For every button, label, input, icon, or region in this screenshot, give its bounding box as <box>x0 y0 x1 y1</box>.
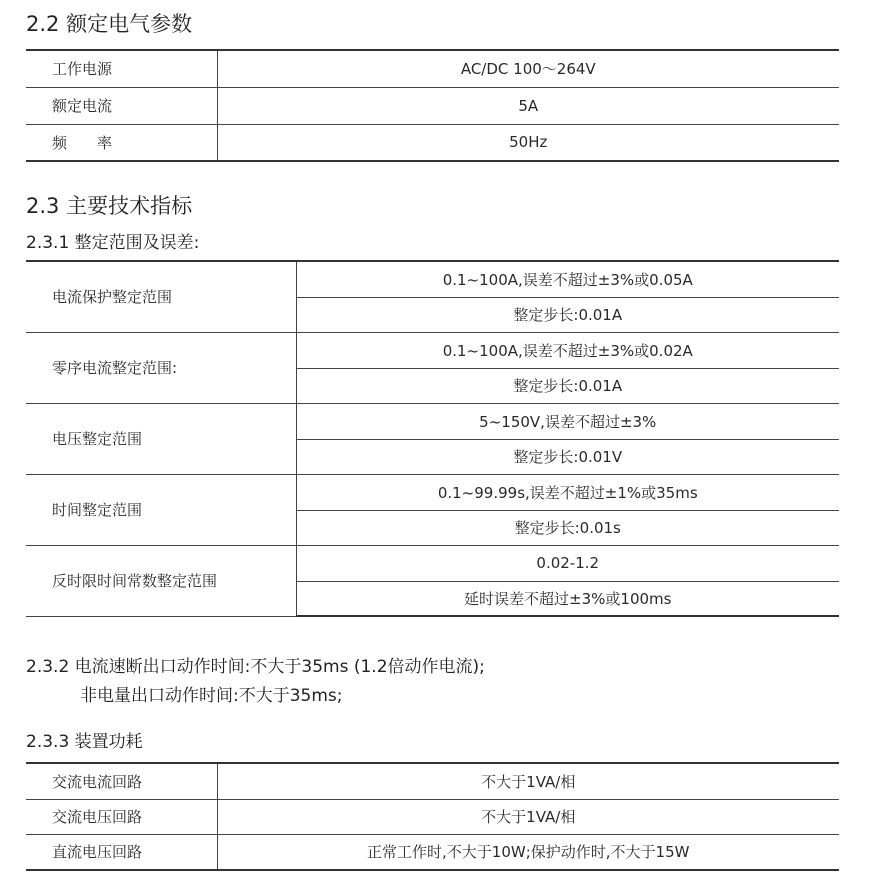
circuit-value: 不大于1VA/相 <box>217 763 839 799</box>
power-consumption-table <box>26 762 839 871</box>
section-2-3-3-title: 2.3.3 装置功耗 <box>26 732 143 752</box>
range-spec: 5~150V,误差不超过±3% <box>296 403 839 439</box>
table-row <box>26 545 839 581</box>
table-row <box>26 87 839 124</box>
range-spec: 0.1~99.99s,误差不超过±1%或35ms <box>296 474 839 510</box>
circuit-label: 直流电压回路 <box>26 834 217 870</box>
range-step: 延时误差不超过±3%或100ms <box>296 581 839 616</box>
table-row <box>26 763 839 799</box>
range-spec: 0.1~100A,误差不超过±3%或0.02A <box>296 332 839 368</box>
range-label: 电流保护整定范围 <box>26 261 296 332</box>
table-row <box>26 474 839 510</box>
param-value: 5A <box>217 87 839 124</box>
param-value: 50Hz <box>217 124 839 161</box>
range-label: 时间整定范围 <box>26 474 296 545</box>
circuit-value: 不大于1VA/相 <box>217 799 839 834</box>
section-2-3-1-title: 2.3.1 整定范围及误差: <box>26 233 200 253</box>
range-spec: 0.1~100A,误差不超过±3%或0.05A <box>296 261 839 297</box>
range-label: 反时限时间常数整定范围 <box>26 545 296 616</box>
table-row <box>26 261 839 297</box>
table-row <box>26 332 839 368</box>
range-step: 整定步长:0.01V <box>296 439 839 474</box>
range-step: 整定步长:0.01s <box>296 510 839 545</box>
section-2-3-2-line1: 2.3.2 电流速断出口动作时间:不大于35ms (1.2倍动作电流); <box>26 657 485 677</box>
section-2-2-title: 2.2 额定电气参数 <box>26 12 193 36</box>
table-row <box>26 403 839 439</box>
param-label: 频 率 <box>26 124 217 161</box>
table-row <box>26 124 839 161</box>
range-step: 整定步长:0.01A <box>296 297 839 332</box>
circuit-value: 正常工作时,不大于10W;保护动作时,不大于15W <box>217 834 839 870</box>
setting-range-table <box>26 260 839 617</box>
circuit-label: 交流电流回路 <box>26 763 217 799</box>
range-spec: 0.02-1.2 <box>296 545 839 581</box>
param-value: AC/DC 100～264V <box>217 50 839 87</box>
param-label: 工作电源 <box>26 50 217 87</box>
circuit-label: 交流电压回路 <box>26 799 217 834</box>
range-label: 电压整定范围 <box>26 403 296 474</box>
range-label: 零序电流整定范围: <box>26 332 296 403</box>
table-row <box>26 799 839 834</box>
rated-params-table <box>26 49 839 162</box>
range-step: 整定步长:0.01A <box>296 368 839 403</box>
param-label: 额定电流 <box>26 87 217 124</box>
table-row <box>26 834 839 870</box>
section-2-3-title: 2.3 主要技术指标 <box>26 194 193 218</box>
section-2-3-2-line2: 非电量出口动作时间:不大于35ms; <box>80 686 343 706</box>
table-row <box>26 50 839 87</box>
